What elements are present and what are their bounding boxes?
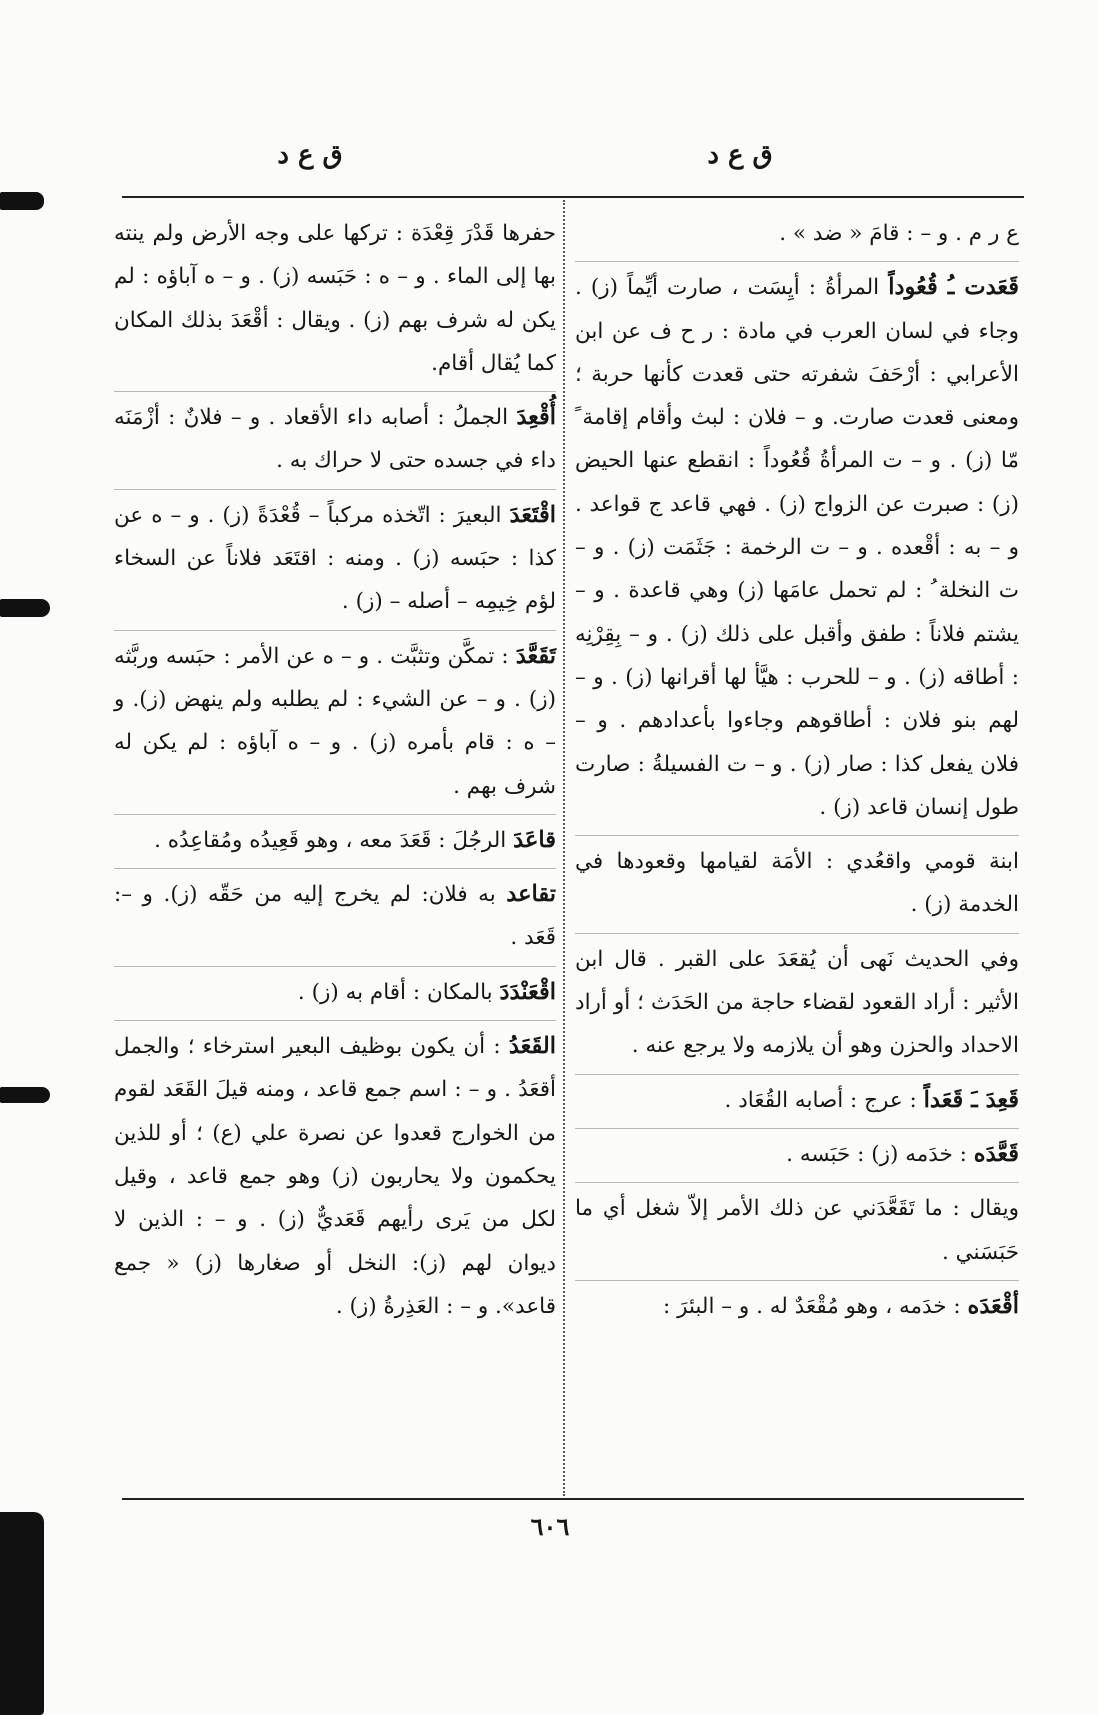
entry xyxy=(114,212,556,385)
entry-headword: قَعَّدَه xyxy=(973,1140,1019,1167)
entry-text: ابنة قومي واقعُدي : الأمَة لقيامها وقعودها في الخدمة (ز) . xyxy=(575,849,1019,918)
entry-text: الرجُلَ : قَعَدَ معه ، وهو قَعِيدُه ومُقاعِدُه . xyxy=(154,827,507,853)
entry xyxy=(114,391,556,483)
scan-edge-mark xyxy=(0,1087,50,1103)
column-divider xyxy=(563,200,565,1496)
entry-text: بالمكان : أقام به (ز) . xyxy=(297,979,493,1005)
entry-text: وفي الحديث نَهى أن يُقعَدَ على القبر . قال ابن الأثير : أراد القعود لقضاء حاجة من الحَدَث ؛ أو أراد الاحداد والحزن وهو أن يلازمه ولا يرجع عنه . xyxy=(575,946,1019,1059)
entry-text: حفرها قَدْرَ قِعْدَة : تركها على وجه الأرض ولم ينته بها إلى الماء . و – ه : حَبَسه (ز) . و – ه آباؤه : لم يكن له شرف بهم (ز) . ويقال : أقْعَدَ بذلك المكان كما يُقال أقام. xyxy=(114,221,556,376)
entry-headword: أُقْعِدَ xyxy=(516,404,556,431)
scan-edge-mark xyxy=(0,192,44,210)
entry xyxy=(575,835,1019,927)
entry-text: المرأةُ : أيِسَت ، صارت أيِّماً (ز) . وجاء في لسان العرب في مادة : ر ح ف عن ابن الأعرابي : أرْحَفَ شفرته حتى قعدت كأنها حربة ؛ ومعنى قعدت صارت. و – فلان : لبث وأقام إقامة ً مّا (ز) . و – ت المرأةُ قُعُوداً : انقطع عنها الحيض (ز) : صبرت عن الزواج (ز) . فهي قاعد ج قواعد . و – به : أقْعده . و – ت الرخمة : جَثَمَت (ز) . و – ت النخلة ُ : لم تحمل عامَها (ز) وهي قاعدة . و – يشتم فلاناً : طفق وأقبل على ذلك (ز) . و – بِقِرْنِه : أطاقه (ز) . و – للحرب : هيَّأ لها أقرانها (ز) . و – لهم بنو فلان : أطاقوهم وجاءوا بأعدادهم . و – فلان يفعل كذا : صار (ز) . و – ت الفسيلةُ : صارت طول إنسان قاعد (ز) . xyxy=(575,275,1019,820)
header-rule xyxy=(122,196,1024,198)
entry-text: ويقال : ما تَقَعَّدَني عن ذلك الأمر إلاّ شغل أي ما حَبَسَني . xyxy=(575,1196,1019,1265)
running-header-right: ق ع د xyxy=(707,140,773,170)
entry-headword: قاعَدَ xyxy=(513,826,556,853)
entry xyxy=(114,814,556,862)
entry xyxy=(114,630,556,808)
entry-headword: اقْعَنْدَدَ xyxy=(499,978,556,1005)
scan-edge-shadow xyxy=(0,1512,44,1715)
entry-headword: قَعَدت ـُ قُعُوداً xyxy=(888,274,1019,301)
entry-text: الجملُ : أصابه داء الأقعاد . و – فلانٌ : أزْمَنَه داء في جسده حتى لا حراك به . xyxy=(114,405,556,474)
entry-headword: القَعَدُ xyxy=(508,1033,556,1060)
entry xyxy=(114,868,556,960)
entry xyxy=(575,933,1019,1068)
entry-headword: أقْعَدَه xyxy=(967,1292,1019,1319)
right-column xyxy=(575,212,1019,1334)
entry xyxy=(575,1128,1019,1176)
entry-text: ع ر م . و – : قامَ « ضد » . xyxy=(779,221,1019,246)
running-header-left: ق ع د xyxy=(277,140,343,170)
entry-headword: تقاعد xyxy=(506,881,557,908)
entry-headword: اقْتَعَدَ xyxy=(509,501,556,528)
entry xyxy=(575,212,1019,255)
entry xyxy=(575,1074,1019,1122)
entry xyxy=(575,261,1019,829)
entry-text: به فلان: لم يخرج إليه من حَقّه (ز). و –: قَعَد . xyxy=(114,882,556,951)
entry-headword: تَقَعَّدَ xyxy=(515,642,557,669)
entry xyxy=(114,966,556,1014)
entry-text: : عرج : أصابه القُعَاد . xyxy=(724,1087,917,1113)
entry-text: البعيرَ : اتّخذه مركباً – قُعْدَةً (ز) . و – ه عن كذا : حبَسه (ز) . ومنه : اقتَعَد فلاناً عن السخاء لؤم خِيمِه – أصله – (ز) . xyxy=(114,502,556,615)
entry-headword: قَعِدَ ـَ قَعَداً xyxy=(923,1086,1019,1113)
entry-text: : خدَمه ، وهو مُقْعَدٌ له . و – البئرَ : xyxy=(663,1293,961,1319)
entry xyxy=(575,1280,1019,1328)
left-column xyxy=(114,212,556,1334)
page-number: ٦٠٦ xyxy=(530,1512,570,1541)
scan-edge-mark xyxy=(0,599,50,617)
entry xyxy=(114,1020,556,1328)
footer-rule xyxy=(122,1498,1024,1500)
entry-text: : أن يكون بوظيف البعير استرخاء ؛ والجمل أقعَدُ . و – : اسم جمع قاعد ، ومنه قيلَ القَعَد لقوم من الخوارج قعدوا عن نصرة علي (ع) ؛ أو للذين يحكمون ولا يحاربون (ز) وهو جمع قاعد ، وقيل لكل من يَرى رأيهم قَعَديٌّ (ز) . و – : الذين لا ديوان لهم (ز): النخل أو صغارها (ز) « جمع قاعد». و – : العَذِرةُ (ز) . xyxy=(114,1034,556,1319)
entry xyxy=(114,489,556,624)
entry xyxy=(575,1182,1019,1274)
entry-text: : خدَمه (ز) : حَبَسه . xyxy=(786,1141,967,1167)
entry-text: : تمكَّن وتثبَّت . و – ه عن الأمر : حبَسه وربَّثه (ز) . و – عن الشيء : لم يطلبه ولم ينهض (ز). و – ه : قام بأمره (ز) . و – ه آباؤه : لم يكن له شرف بهم . xyxy=(114,643,556,799)
